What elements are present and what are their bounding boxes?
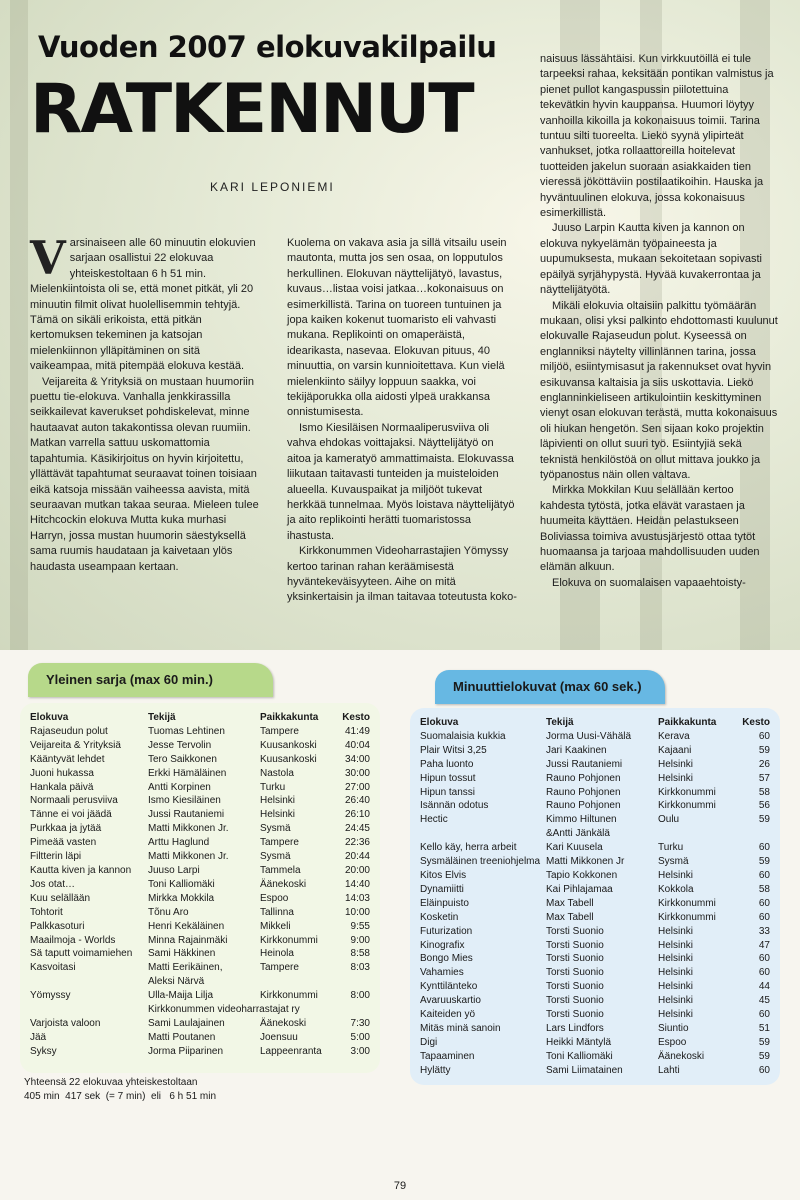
table-row — [30, 934, 370, 948]
table-cell: Helsinki — [658, 981, 694, 993]
table-cell: 22:36 — [344, 837, 370, 849]
table-cell: Kimmo Hiltunen — [546, 814, 617, 826]
table-row — [30, 878, 370, 892]
table-cell: Mikkeli — [260, 920, 291, 932]
table-row — [30, 864, 370, 878]
table-cell: 60 — [758, 730, 770, 742]
table-cell: Torsti Suonio — [546, 981, 604, 993]
table-cell: 41:49 — [344, 725, 370, 737]
table-cell: Suomalaisia kukkia — [420, 730, 506, 742]
table-cell: 60 — [758, 967, 770, 979]
table-cell: 45 — [758, 995, 770, 1007]
table-cell: Kello käy, herra arbeit — [420, 842, 517, 854]
table-cell: 59 — [758, 856, 770, 868]
table-cell: 47 — [758, 939, 770, 951]
table-cell: Rajaseudun polut — [30, 725, 108, 737]
headline-line1: Vuoden 2007 elokuvakilpailu — [38, 30, 497, 64]
table-cell: Hylätty — [420, 1064, 451, 1076]
table-cell: Tapio Kokkonen — [546, 869, 618, 881]
table-cell: Minna Rajainmäki — [148, 934, 228, 946]
table-row — [30, 739, 370, 753]
table-row — [30, 1045, 370, 1059]
table-cell: Matti Mikkonen Jr. — [148, 851, 229, 863]
table-cell: Turku — [260, 781, 286, 793]
table-cell: Turku — [658, 842, 684, 854]
table-row — [30, 1017, 370, 1031]
table-cell: 8:58 — [350, 948, 370, 960]
table-cell: Max Tabell — [546, 911, 594, 923]
table-cell: Kuu selällään — [30, 892, 91, 904]
table-cell: Juuso Larpi — [148, 864, 200, 876]
table-cell: Espoo — [658, 1036, 687, 1048]
general-series-rows — [30, 725, 370, 1059]
table-cell: Hipun tanssi — [420, 786, 476, 798]
column-header: Tekijä — [148, 712, 176, 723]
table-cell: Maailmoja - Worlds — [30, 934, 116, 946]
table-cell: Kautta kiven ja kannon — [30, 864, 132, 876]
table-cell: 51 — [758, 1022, 770, 1034]
table-cell: Kynttilänteko — [420, 981, 478, 993]
table-cell: Hectic — [420, 814, 448, 826]
table-cell: 9:55 — [350, 920, 370, 932]
table-cell — [260, 975, 338, 989]
table-row — [420, 911, 770, 925]
table-cell: Sysmä — [260, 851, 291, 863]
table-cell: 20:44 — [344, 851, 370, 863]
table-row — [30, 961, 370, 975]
table-cell: 60 — [758, 1064, 770, 1076]
table-cell: Sä taputt voimamiehen — [30, 948, 133, 960]
table-cell: Arttu Haglund — [148, 837, 210, 849]
article-column-1 — [30, 231, 265, 575]
table-row — [420, 772, 770, 786]
table-row — [30, 808, 370, 822]
table-cell: Normaali perusviiva — [30, 795, 118, 807]
table-cell: Torsti Suonio — [546, 967, 604, 979]
general-series-summary — [24, 1076, 216, 1104]
table-cell: Paha luonto — [420, 758, 474, 770]
table-cell: Jussi Rautaniemi — [546, 758, 623, 770]
table-cell: Palkkasoturi — [30, 920, 85, 932]
column-header: Elokuva — [420, 717, 459, 728]
table-cell: Rauno Pohjonen — [546, 772, 621, 784]
table-cell: Syksy — [30, 1045, 57, 1057]
minute-films-rows — [420, 730, 770, 1078]
table-cell: Kitos Elvis — [420, 869, 467, 881]
table-row — [30, 989, 370, 1003]
table-cell: Helsinki — [658, 772, 694, 784]
table-cell: 57 — [758, 772, 770, 784]
table-cell: Jari Kaakinen — [546, 744, 607, 756]
table-row — [30, 850, 370, 864]
table-cell: 33 — [758, 925, 770, 937]
table-cell: 44 — [758, 981, 770, 993]
table-row — [420, 855, 770, 869]
table-cell: Tõnu Aro — [148, 906, 189, 918]
table-cell: Kääntyvät lehdet — [30, 753, 105, 765]
table-row — [420, 925, 770, 939]
table-cell: Tohtorit — [30, 906, 63, 918]
table-cell: Kuusankoski — [260, 739, 317, 751]
table-cell: Jussi Rautaniemi — [148, 809, 225, 821]
table-cell: Äänekoski — [658, 1050, 705, 1062]
table-cell: Kirkkonummi — [658, 786, 716, 798]
table-row — [420, 939, 770, 953]
table-cell: Siuntio — [658, 1022, 689, 1034]
table-cell: Helsinki — [658, 995, 694, 1007]
table-cell: Tänne ei voi jäädä — [30, 809, 112, 821]
table-cell: Jorma Uusi-Vähälä — [546, 730, 632, 742]
minute-films-table — [420, 716, 770, 1078]
table-header-row — [420, 716, 770, 730]
table-cell: Jorma Piiparinen — [148, 1045, 224, 1057]
table-row — [30, 725, 370, 739]
table-cell: 8:03 — [350, 962, 370, 974]
headline-line2: RATKENNUT — [30, 70, 473, 149]
table-cell: Espoo — [260, 892, 289, 904]
table-cell: Torsti Suonio — [546, 995, 604, 1007]
table-row — [420, 841, 770, 855]
table-cell: Helsinki — [658, 967, 694, 979]
table-cell: Torsti Suonio — [546, 953, 604, 965]
table-cell: Sysmäläinen treeniohjelma — [420, 856, 541, 868]
table-cell: Lars Lindfors — [546, 1022, 604, 1034]
table-cell: Matti Mikkonen Jr — [546, 856, 625, 868]
table-cell: Kirkkonummi — [260, 990, 318, 1002]
table-cell: Helsinki — [658, 758, 694, 770]
paragraph: Varsinaiseen alle 60 minuutin elokuvien sarjaan osallistui 22 elokuvaa yhteiskestoltaan 6 h 51 min. Mielenkiintoista oli se, että monet pitkät, yli 20 minuutin filmit olivat huolellisemmin tehtyjä. Tämä on sikäli erikoista, että pitkän kertomuksen tekeminen ja katsojan mielenkiinnon ylläpitäminen on sitä vaikeampaa, mitä pitempää elokuva kestää. — [30, 231, 256, 373]
table-cell: Helsinki — [658, 1009, 694, 1021]
table-cell: Max Tabell — [546, 897, 594, 909]
table-cell: Tammela — [260, 864, 301, 876]
table-row — [420, 869, 770, 883]
table-row — [420, 897, 770, 911]
table-row — [420, 730, 770, 744]
table-cell: Matti Poutanen — [148, 1031, 216, 1043]
table-row — [420, 758, 770, 772]
paragraph: Mikäli elokuvia oltaisiin palkittu työmäärän mukaan, olisi yksi palkinto ehdottomasti kuulunut elokuvalle Rajaseudun polut. Kyseessä on englanniksi näytelty villinlännen tarina, jossa miljöö, esiintymisasut ja rakennukset ovat hyvin esikuvansa kaltaisia ja siis uskottavia. Liekö englanninkieliseen artikulointiin keskittyminen vienyt osan elokuvan terästä, mutta kokonaisuus oli hiukan hengetön. Sen sijaan koko projektin läpivienti on ollut suuri työ. Esiintyjiä sekä teknistä henkilöstöä on ollut mittava joukko ja työpanostus näin ollen valtava. — [540, 299, 778, 481]
table-cell: Helsinki — [658, 953, 694, 965]
paragraph: Veijareita & Yrityksiä on mustaan huumoriin puettu tie-elokuva. Vanhalla jenkkirassilla seikkailevat kaverukset pohdiskelevat, minne hautaavat auton takakontissa olevan ruumiin. Matkan varrella sattuu uskomattomia tapahtumia. Käsikirjoitus on hyvin kirjoitettu, yllättävät tapahtumat seuraavat toinen toisiaan eikä katsoja missään vaiheessa aavista, mitä seuraavan mutkan takaa seuraa. Mieleen tulee Hitchcockin elokuva Mutta kuka murhasi Harryn, jossa mustan huumorin säestyksellä sama ruumis haudataan ja kaivetaan ylös haudasta useampaan kertaan. — [30, 375, 259, 573]
paragraph: Elokuva on suomalaisen vapaaehtoisty- — [552, 576, 746, 589]
table-cell: Kirkkonummi — [658, 897, 716, 909]
table-cell: 8:00 — [350, 990, 370, 1002]
table-cell: Yömyssy — [30, 990, 71, 1002]
table-row — [420, 1036, 770, 1050]
table-cell: Mitäs minä sanoin — [420, 1022, 501, 1034]
table-cell: Kirkkonummen videoharrastajat ry — [148, 1004, 300, 1016]
table-row — [420, 813, 770, 827]
table-cell — [658, 827, 740, 841]
table-cell: 5:00 — [350, 1031, 370, 1043]
table-cell: Kirkkonummi — [658, 911, 716, 923]
table-cell: Helsinki — [658, 925, 694, 937]
table-cell: 14:03 — [344, 892, 370, 904]
table-row — [30, 781, 370, 795]
table-cell: Veijareita & Yrityksiä — [30, 739, 121, 751]
table-cell: Helsinki — [658, 869, 694, 881]
table-cell: Torsti Suonio — [546, 925, 604, 937]
table-cell: Äänekoski — [260, 878, 307, 890]
paragraph: Kirkkonummen Videoharrastajien Yömyssy kertoo tarinan rahan keräämisestä hyväntekeväisyyteen. Aihe on mitä yksinkertaisin ja ilman taitavaa toteutusta koko- — [287, 545, 517, 604]
table-cell: &Antti Jänkälä — [546, 828, 610, 840]
table-cell: 60 — [758, 953, 770, 965]
table-cell: Torsti Suonio — [546, 1009, 604, 1021]
table-row — [420, 799, 770, 813]
column-header: Kesto — [342, 712, 370, 723]
paragraph: Juuso Larpin Kautta kiven ja kannon on elokuva nykyelämän työpaineesta ja uupumuksesta, mukaan sekoitetaan sopivasti epäilyä syrjähypystä. Hyvää kuvakerrontaa ja näyttelijätyötä. — [540, 222, 762, 297]
table-row — [30, 920, 370, 934]
table-row — [420, 1064, 770, 1078]
table-cell: Kaiteiden yö — [420, 1009, 476, 1021]
table-cell: Helsinki — [260, 795, 296, 807]
table-cell: 40:04 — [344, 739, 370, 751]
table-cell: Oulu — [658, 814, 680, 826]
table-cell: 60 — [758, 869, 770, 881]
table-cell: Kajaani — [658, 744, 692, 756]
table-cell: Helsinki — [260, 809, 296, 821]
table-row — [30, 1003, 370, 1017]
table-row — [30, 906, 370, 920]
table-cell: Pimeää vasten — [30, 837, 97, 849]
minute-films-panel — [410, 708, 780, 1085]
table-header-row — [30, 711, 370, 725]
table-cell: Matti Mikkonen Jr. — [148, 823, 229, 835]
table-cell — [740, 827, 770, 841]
table-cell: Plair Witsi 3,25 — [420, 744, 487, 756]
table-row — [420, 883, 770, 897]
table-row — [420, 1022, 770, 1036]
drop-cap: V — [30, 231, 66, 285]
table-cell: Tero Saikkonen — [148, 753, 217, 765]
table-row — [420, 980, 770, 994]
table-cell: Sysmä — [658, 856, 689, 868]
column-header: Paikkakunta — [658, 717, 717, 728]
table-row — [30, 753, 370, 767]
table-cell: Sami Liimatainen — [546, 1064, 623, 1076]
table-cell: Kerava — [658, 730, 690, 742]
table-cell: Filtterin läpi — [30, 851, 82, 863]
column-header: Kesto — [742, 717, 770, 728]
page-number: 79 — [393, 1180, 407, 1192]
table-cell: 9:00 — [350, 934, 370, 946]
table-cell: Antti Korpinen — [148, 781, 211, 793]
table-cell: Kirkkonummi — [658, 800, 716, 812]
table-cell: Kasvoitasi — [30, 962, 76, 974]
table-cell: Tallinna — [260, 906, 294, 918]
table-cell: Isännän odotus — [420, 800, 489, 812]
table-cell: Kokkola — [658, 883, 694, 895]
table-cell: Jos otat… — [30, 878, 76, 890]
table-cell: Tapaaminen — [420, 1050, 475, 1062]
column-header: Tekijä — [546, 717, 574, 728]
table-cell — [30, 1003, 148, 1017]
table-cell: Rauno Pohjonen — [546, 786, 621, 798]
table-cell: 58 — [758, 883, 770, 895]
article-column-2 — [287, 236, 519, 606]
column-header: Elokuva — [30, 712, 69, 723]
table-cell: 59 — [758, 1050, 770, 1062]
table-cell: Vahamies — [420, 967, 464, 979]
table-cell: 60 — [758, 842, 770, 854]
table-cell: Hankala päivä — [30, 781, 94, 793]
table-cell: Jesse Tervolin — [148, 739, 212, 751]
paragraph: Ismo Kiesiläisen Normaaliperusviiva oli vahva ehdokas voittajaksi. Näyttelijätyö on aitoa ja kameratyö ammattimaista. Elokuvassa liikutaan taitavasti tunteiden ja muisteloiden alueella. Kuvauspaikat ja miljööt tukevat herkkää tunnelmaa. Myös loistava näyttelijätyö ja aito replikointi herätti tuomaristossa ihastusta. — [287, 421, 515, 542]
table-cell — [420, 827, 546, 841]
table-cell: Heikki Mäntylä — [546, 1036, 612, 1048]
paragraph: Mirkka Mokkilan Kuu selällään kertoo kahdesta tytöstä, jotka elävät varastaen ja huumeita käyttäen. Heidän pelastukseen Boliviassa toimiva avustusjärjestö ottaa tytöt huomaansa ja tarjoaa mahdollisuuden uuden elämän alkuun. — [540, 484, 760, 574]
table-row — [420, 1008, 770, 1022]
table-cell: 27:00 — [344, 781, 370, 793]
table-row — [420, 744, 770, 758]
table-cell: Sami Häkkinen — [148, 948, 216, 960]
table-cell — [338, 975, 370, 989]
table-cell: Helsinki — [658, 939, 694, 951]
table-cell: Varjoista valoon — [30, 1017, 101, 1029]
table-cell: 26:40 — [344, 795, 370, 807]
table-row — [420, 827, 770, 841]
table-row — [420, 994, 770, 1008]
table-row — [30, 975, 370, 989]
table-cell: 60 — [758, 911, 770, 923]
table-cell: Futurization — [420, 925, 473, 937]
table-cell: Toni Kalliomäki — [546, 1050, 613, 1062]
table-cell: Ulla-Maija Lilja — [148, 990, 214, 1002]
table-cell: 34:00 — [344, 753, 370, 765]
table-cell: Tuomas Lehtinen — [148, 725, 225, 737]
table-cell: Toni Kalliomäki — [148, 878, 215, 890]
table-cell: 59 — [758, 814, 770, 826]
table-cell: Kai Pihlajamaa — [546, 883, 613, 895]
table-cell: 26 — [758, 758, 770, 770]
table-row — [30, 892, 370, 906]
table-cell: Kuusankoski — [260, 753, 317, 765]
general-series-panel — [20, 703, 380, 1073]
table-cell: Mirkka Mokkila — [148, 892, 215, 904]
table-cell: 20:00 — [344, 864, 370, 876]
table-cell: 60 — [758, 1009, 770, 1021]
table-row — [420, 786, 770, 800]
table-row — [420, 1050, 770, 1064]
table-cell — [30, 975, 148, 989]
table-row — [420, 952, 770, 966]
summary-line: Yhteensä 22 elokuvaa yhteiskestoltaan — [24, 1077, 198, 1088]
byline: KARI LEPONIEMI — [210, 180, 335, 194]
table-cell: 60 — [758, 897, 770, 909]
table-cell: Matti Eerikäinen, — [148, 962, 223, 974]
table-cell: Heinola — [260, 948, 294, 960]
table-cell: 3:00 — [350, 1045, 370, 1057]
table-cell: Lahti — [658, 1064, 680, 1076]
table-cell: Tampere — [260, 725, 299, 737]
table-cell: Tampere — [260, 962, 299, 974]
table-cell: Digi — [420, 1036, 438, 1048]
table-cell: 30:00 — [344, 767, 370, 779]
table-cell: Avaruuskartio — [420, 995, 481, 1007]
table-cell: Kirkkonummi — [260, 934, 318, 946]
table-row — [30, 1031, 370, 1045]
minute-films-tab: Minuuttielokuvat (max 60 sek.) — [435, 670, 665, 704]
table-cell: Dynamiitti — [420, 883, 464, 895]
table-cell: 24:45 — [344, 823, 370, 835]
table-cell: Juoni hukassa — [30, 767, 94, 779]
table-cell: 14:40 — [344, 878, 370, 890]
table-cell: 10:00 — [344, 906, 370, 918]
table-cell: Kari Kuusela — [546, 842, 603, 854]
table-cell: Aleksi Närvä — [148, 976, 205, 988]
table-cell: Erkki Hämäläinen — [148, 767, 227, 779]
table-cell: Rauno Pohjonen — [546, 800, 621, 812]
table-row — [30, 947, 370, 961]
table-cell: 7:30 — [350, 1017, 370, 1029]
table-cell — [338, 1003, 370, 1017]
table-cell: Jää — [30, 1031, 47, 1043]
table-cell: Hipun tossut — [420, 772, 476, 784]
paragraph: naisuus lässähtäisi. Kun virkkuutöillä ei tule tarpeeksi rahaa, keksitään pontikan valmistus ja pienet pullot kangaspussin piilotettuina tekevätkin hyvin kauppansa. Huumori löytyy vanhoilla kikoilla ja kokonaisuus toimii. Tarina tuntuu silti tuoreelta. Liekö syynä ylipirteät vanhukset, jotka rollaattoreilla hoitelevat tuotteiden jakelun suoraan asiakkaiden tien vieressä jököttäviin postilaatikoihin. Hauska ja hyväntuulinen elokuva, jossa kokonaisuus esimerkillistä. — [540, 53, 774, 220]
general-series-tab: Yleinen sarja (max 60 min.) — [28, 663, 273, 697]
table-cell: Joensuu — [260, 1031, 298, 1043]
table-cell: Tampere — [260, 837, 299, 849]
table-cell: 59 — [758, 1036, 770, 1048]
general-series-table — [30, 711, 370, 1059]
table-cell: 26:10 — [344, 809, 370, 821]
table-cell: Torsti Suonio — [546, 939, 604, 951]
table-cell: Purkkaa ja jytää — [30, 823, 102, 835]
table-row — [420, 966, 770, 980]
column-header: Paikkakunta — [260, 712, 319, 723]
table-cell: Bongo Mies — [420, 953, 473, 965]
table-cell: Sysmä — [260, 823, 291, 835]
paragraph: Kuolema on vakava asia ja sillä vitsailu usein mautonta, mutta jos sen osaa, on lopputulos herkullinen. Elokuvan näyttelijätyö, lavastus, kuvaus…listaa voisi jatkaa…kokonaisuus on esimerkillistä. Tarina on tuoreen tuntuinen ja jopa kaiken kokenut tuomaristo eli vahvasti mukana. Replikointi on omaperäistä, idearikasta, nasevaa. Elokuvan pituus, 40 minuuttia, on varsin kunnioitettava. Kun vielä mielenkiinto säilyy loppuun saakka, voi tekijäporukka olla aidosti ylpeä urakkansa onnistumisesta. — [287, 237, 507, 419]
table-cell: Nastola — [260, 767, 294, 779]
table-cell: 58 — [758, 786, 770, 798]
table-cell: Äänekoski — [260, 1017, 307, 1029]
table-cell: Kinografix — [420, 939, 465, 951]
table-cell: Henri Kekäläinen — [148, 920, 225, 932]
table-row — [30, 767, 370, 781]
table-cell: 59 — [758, 744, 770, 756]
table-cell: Kosketin — [420, 911, 459, 923]
summary-line: 405 min 417 sek (= 7 min) eli 6 h 51 min — [24, 1091, 217, 1102]
article-column-3 — [540, 52, 780, 591]
table-cell: 56 — [758, 800, 770, 812]
table-cell: Lappeenranta — [260, 1045, 322, 1057]
table-cell: Sami Laulajainen — [148, 1017, 225, 1029]
table-row — [30, 822, 370, 836]
table-cell: Ismo Kiesiläinen — [148, 795, 221, 807]
table-row — [30, 836, 370, 850]
table-row — [30, 794, 370, 808]
table-cell: Eläinpuisto — [420, 897, 469, 909]
